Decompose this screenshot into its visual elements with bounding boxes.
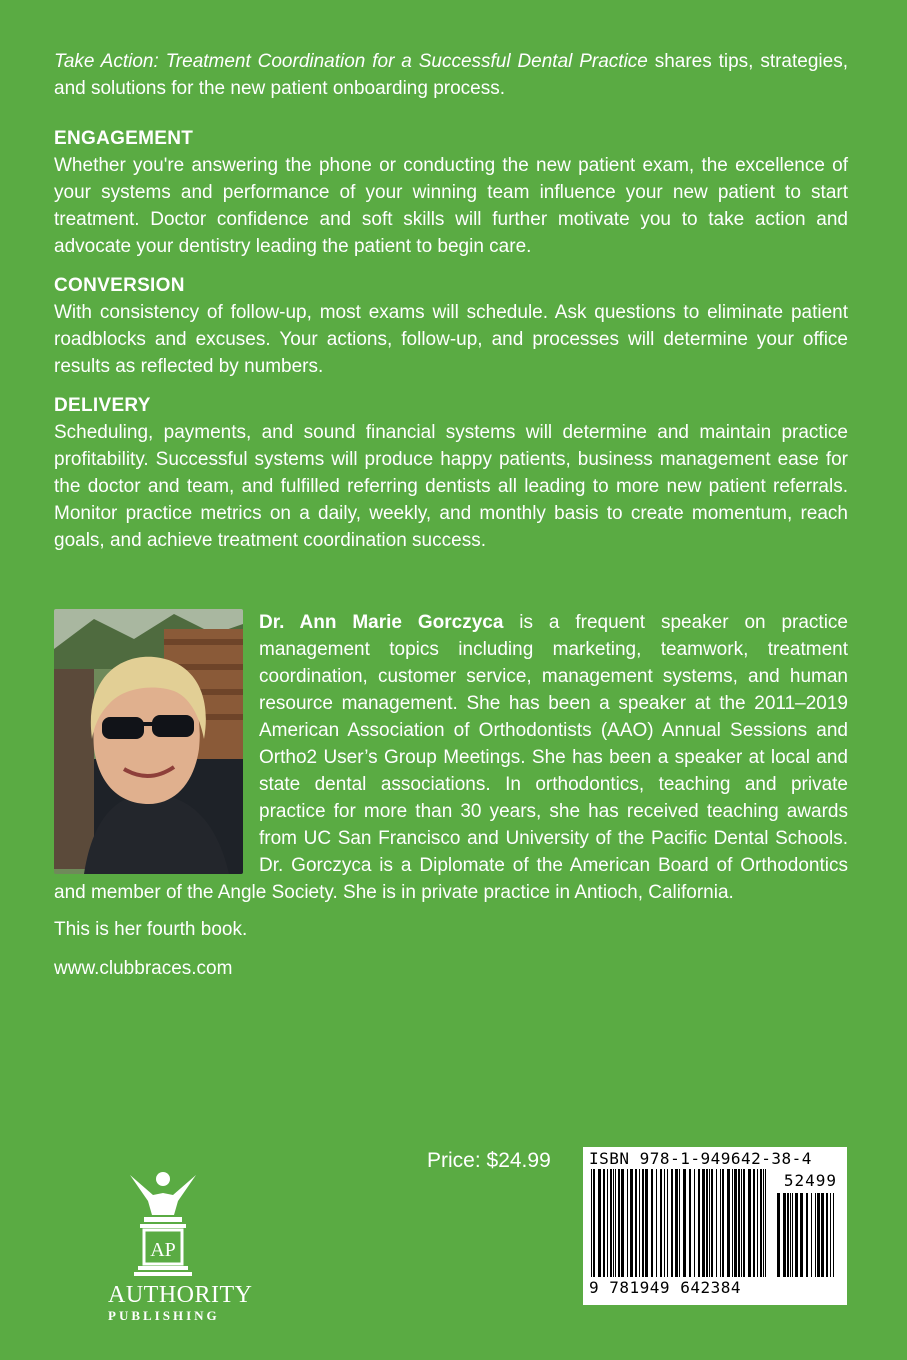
publisher-monogram: AP xyxy=(150,1239,176,1261)
barcode-bar xyxy=(702,1169,705,1277)
barcode-bar xyxy=(727,1169,730,1277)
barcode-bar xyxy=(651,1169,653,1277)
barcode-bar xyxy=(664,1169,665,1277)
barcode-bar xyxy=(630,1169,633,1277)
barcode-bar xyxy=(833,1193,834,1277)
barcode-bar xyxy=(790,1193,791,1277)
section-body: Scheduling, payments, and sound financial systems will determine and maintain practice profitability. Successful systems will produce happy patients, business management ease for the doctor and team, and fulfilled referring dentists all leading to more new patient referrals. Monitor practice metrics on a daily, weekly, and monthly basis to create momentum, reach goals, and achieve treatment coordination success. xyxy=(54,422,848,551)
publisher-logo xyxy=(108,1167,253,1337)
barcode-bar xyxy=(783,1193,786,1277)
publisher-name-line1: AUTHORITY xyxy=(108,1282,253,1308)
barcode-bar xyxy=(811,1193,812,1277)
barcode-bar xyxy=(741,1169,742,1277)
author-bio-text: is a frequent speaker on practice management topics including marketing, teamwork, treatment coordination, customer service, management systems, and human resource management. She has been a speaker at the 2011–2019 American Association of Orthodontists (AAO) Annual Sessions and Ortho2 User’s Group Meetings. She has been a speaker at local and state dental associations. In orthodontics, teaching and private practice for more than 30 years, she has received teaching awards from UC San Francisco and University of the Pacific Dental Schools. Dr. Gorczyca is a Diplomate of the American Board of Orthodontics and member of the Angle Society. She is in private practice in Antioch, California. xyxy=(54,612,849,903)
barcode-bar xyxy=(621,1169,624,1277)
intro-paragraph xyxy=(54,48,848,102)
barcode-bar xyxy=(675,1169,678,1277)
barcode-bar xyxy=(716,1169,717,1277)
barcode-bar xyxy=(777,1193,780,1277)
barcode-bar xyxy=(821,1193,824,1277)
barcode-bar xyxy=(683,1169,686,1277)
barcode-bar xyxy=(593,1169,595,1277)
barcode-bar xyxy=(603,1169,605,1277)
barcode-bar xyxy=(732,1169,733,1277)
author-website: www.clubbraces.com xyxy=(54,958,233,979)
barcode-bar xyxy=(694,1169,695,1277)
barcode-bar xyxy=(765,1169,766,1277)
section-engagement xyxy=(54,126,848,260)
barcode-bar xyxy=(627,1169,628,1277)
section-heading: DELIVERY xyxy=(54,395,151,416)
barcode-bar xyxy=(795,1193,798,1277)
barcode-bar xyxy=(743,1169,745,1277)
isbn-number: ISBN 978-1-949642-38-4 xyxy=(589,1149,812,1168)
publisher-emblem-icon xyxy=(108,1167,218,1282)
isbn-barcode xyxy=(583,1147,847,1305)
barcode-bar xyxy=(642,1169,644,1277)
price-label: Price: $24.99 xyxy=(427,1149,551,1172)
barcode-bar xyxy=(817,1193,820,1277)
barcode-bar xyxy=(792,1193,793,1277)
barcode-bar xyxy=(615,1169,616,1277)
barcode-bar xyxy=(610,1169,612,1277)
book-title: Take Action: Treatment Coordination for a Successful Dental Practice xyxy=(54,51,648,72)
barcode-bar xyxy=(722,1169,724,1277)
barcode-bar xyxy=(689,1169,691,1277)
barcode-bar xyxy=(656,1169,657,1277)
back-cover-text xyxy=(54,48,848,982)
barcode-bar xyxy=(698,1169,700,1277)
barcode-bar xyxy=(607,1169,608,1277)
barcode-bar xyxy=(806,1193,808,1277)
barcode-bar xyxy=(830,1193,831,1277)
section-body: Whether you're answering the phone or conducting the new patient exam, the excellence of your systems and performance of your winning team influence your new patient to start treatment. Doctor confidence and soft skills will further motivate you to take action and advocate your dentistry leading the patient to begin care. xyxy=(54,155,848,257)
barcode-bar xyxy=(763,1169,764,1277)
author-name: Dr. Ann Marie Gorczyca xyxy=(259,612,504,633)
barcode-bar xyxy=(760,1169,762,1277)
barcode-bar xyxy=(598,1169,601,1277)
section-conversion xyxy=(54,273,848,380)
barcode-bars xyxy=(589,1169,769,1277)
book-count-note: This is her fourth book. xyxy=(54,919,248,940)
author-bio-block xyxy=(54,609,848,982)
barcode-bar xyxy=(815,1193,816,1277)
back-cover-footer xyxy=(0,1145,907,1345)
barcode-digits: 9 781949 642384 xyxy=(589,1278,741,1297)
isbn-addon-code: 52499 xyxy=(783,1171,837,1190)
author-photo xyxy=(54,609,243,874)
barcode-bar xyxy=(645,1169,648,1277)
barcode-bar xyxy=(711,1169,713,1277)
barcode-bar xyxy=(720,1169,721,1277)
barcode-bar xyxy=(639,1169,640,1277)
barcode-bar xyxy=(660,1169,662,1277)
barcode-bar xyxy=(671,1169,673,1277)
barcode-bar xyxy=(787,1193,789,1277)
barcode-bar xyxy=(635,1169,637,1277)
barcode-bar xyxy=(800,1193,803,1277)
barcode-bar xyxy=(753,1169,755,1277)
barcode-bar xyxy=(709,1169,710,1277)
addon-barcode-bars xyxy=(775,1193,839,1277)
publisher-name-line2: PUBLISHING xyxy=(108,1308,220,1323)
barcode-bar xyxy=(757,1169,758,1277)
section-delivery xyxy=(54,393,848,554)
barcode-bar xyxy=(706,1169,708,1277)
barcode-bar xyxy=(738,1169,740,1277)
barcode-bar xyxy=(679,1169,680,1277)
intro-text: shares tips, strategies, and solutions for the new patient onboarding process. xyxy=(54,51,848,99)
barcode-bar xyxy=(618,1169,620,1277)
barcode-bar xyxy=(591,1169,592,1277)
section-heading: CONVERSION xyxy=(54,275,185,296)
barcode-bar xyxy=(667,1169,668,1277)
barcode-bar xyxy=(734,1169,737,1277)
barcode-bar xyxy=(613,1169,614,1277)
barcode-bar xyxy=(826,1193,828,1277)
section-heading: ENGAGEMENT xyxy=(54,128,194,149)
barcode-bar xyxy=(748,1169,751,1277)
section-body: With consistency of follow-up, most exams will schedule. Ask questions to eliminate patient roadblocks and excuses. Your actions, follow-up, and processes will determine your office results as reflected by numbers. xyxy=(54,302,848,377)
